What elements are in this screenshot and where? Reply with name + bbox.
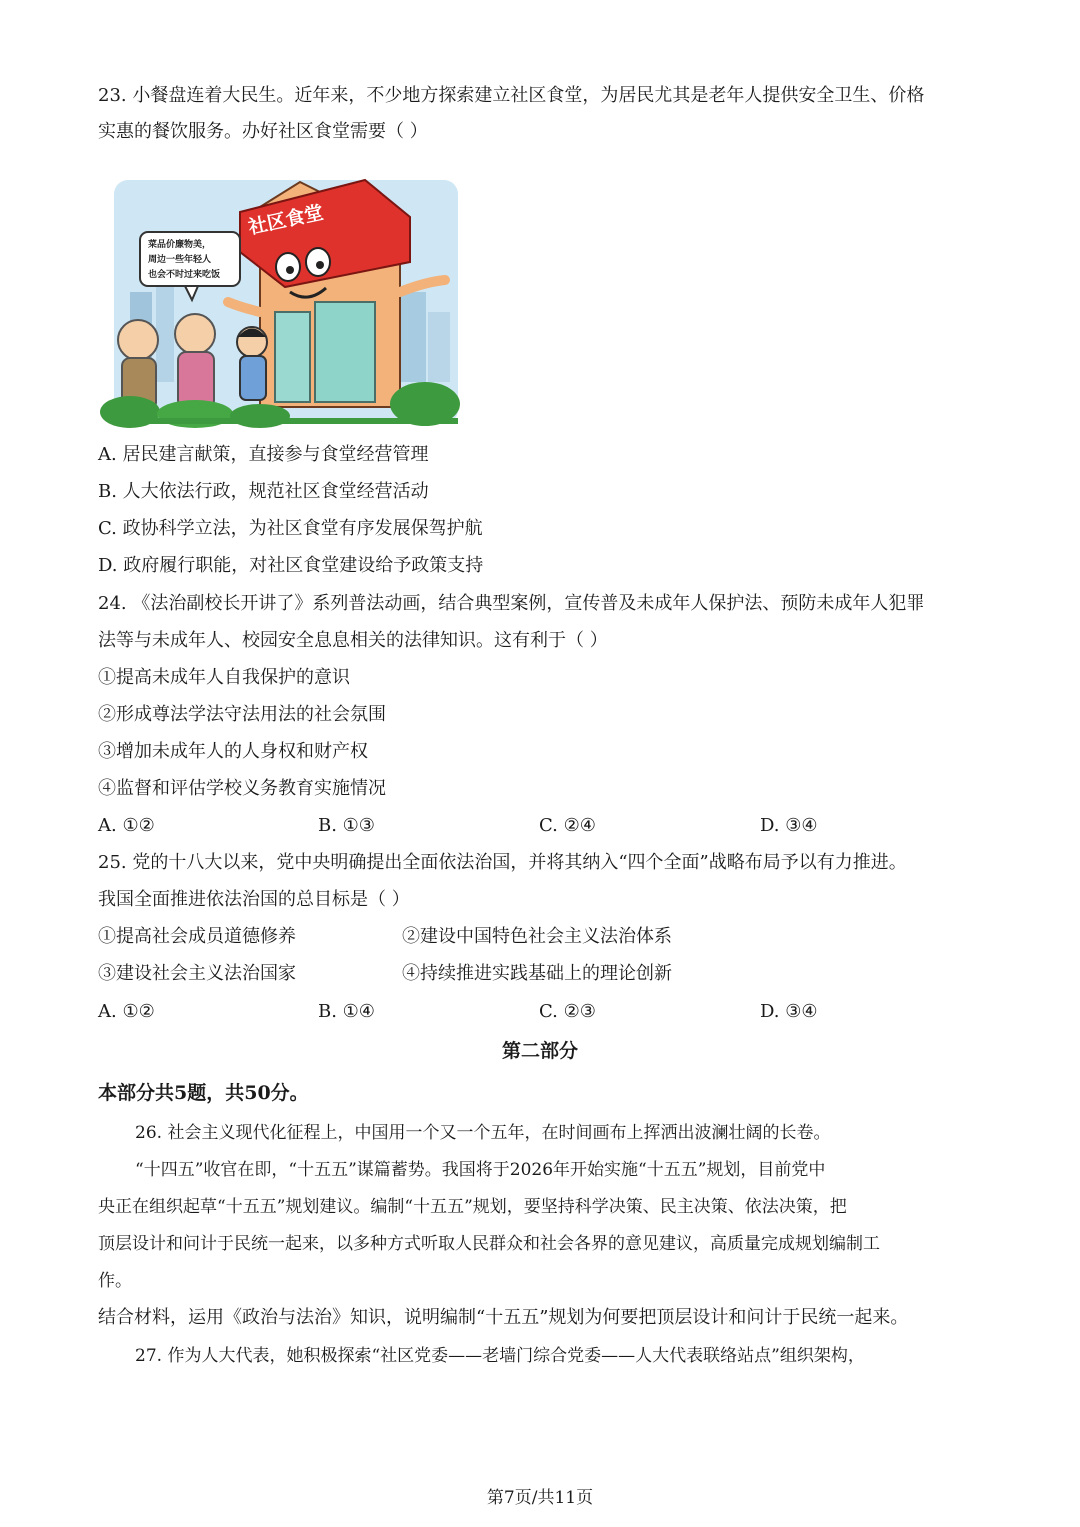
q26-line5: 作。 [98,1271,132,1291]
cartoon-bubble-line2: 周边一些年轻人 [148,255,212,265]
part2-title: 第二部分 [501,1040,578,1062]
cartoon-bubble-line1: 菜品价廉物美， [148,240,212,250]
community-canteen-cartoon [100,172,460,430]
q26-line2: “十四五”收官在即，“十五五”谋篇蓄势。我国将于2026年开始实施“十五五”规划，目前党中 [135,1160,826,1180]
part2-intro: 本部分共5题，共50分。 [98,1082,309,1104]
q23-stem-line1: 23. 小餐盘连着大民生。近年来，不少地方探索建立社区食堂，为居民尤其是老年人提供安全卫生、价格 [98,85,925,106]
q25-choice-a: A. ①② [98,1001,155,1022]
q24-item-2: ②形成尊法学法守法用法的社会氛围 [98,704,386,725]
q25-choice-c: C. ②③ [539,1001,596,1022]
q24-choice-a: A. ①② [98,815,155,836]
q24-stem-line1: 24. 《法治副校长开讲了》系列普法动画，结合典型案例，宣传普及未成年人保护法、预防未成年人犯罪 [98,593,925,614]
cartoon-sign-text: 社区食堂 [246,201,326,239]
q24-stem-line2: 法等与未成年人、校园安全息息相关的法律知识。这有利于（ ） [98,630,608,651]
page-footer: 第7页/共11页 [486,1488,594,1508]
q25-stem-line2: 我国全面推进依法治国的总目标是（ ） [98,889,410,910]
q23-stem-line2: 实惠的餐饮服务。办好社区食堂需要（ ） [98,121,428,142]
q26-line1: 26. 社会主义现代化征程上，中国用一个又一个五年，在时间画布上挥洒出波澜壮阔的长卷。 [135,1123,831,1143]
q25-item-1: ①提高社会成员道德修养 [98,926,296,947]
cartoon-bubble-line3: 也会不时过来吃饭 [148,270,221,280]
q26-question: 结合材料，运用《政治与法治》知识，说明编制“十五五”规划为何要把顶层设计和问计于民统一起来。 [98,1307,909,1328]
q27-line1: 27. 作为人大代表，她积极探索“社区党委——老墙门综合党委——人大代表联络站点”组织架构， [135,1346,865,1366]
q24-choice-d: D. ③④ [760,815,818,836]
q23-option-d: D. 政府履行职能，对社区食堂建设给予政策支持 [98,555,484,576]
q25-item-2: ②建设中国特色社会主义法治体系 [402,926,672,947]
q25-item-3: ③建设社会主义法治国家 [98,963,296,984]
q24-item-3: ③增加未成年人的人身权和财产权 [98,741,368,762]
q23-option-b: B. 人大依法行政，规范社区食堂经营活动 [98,481,429,502]
q26-line3: 央正在组织起草“十五五”规划建议。编制“十五五”规划，要坚持科学决策、民主决策、依法决策，把 [98,1197,847,1217]
q24-choice-c: C. ②④ [539,815,596,836]
q26-line4: 顶层设计和问计于民统一起来，以多种方式听取人民群众和社会各界的意见建议，高质量完成规划编制工 [98,1234,880,1254]
q25-item-4: ④持续推进实践基础上的理论创新 [402,963,672,984]
q23-option-a: A. 居民建言献策，直接参与食堂经营管理 [98,444,429,465]
q24-item-1: ①提高未成年人自我保护的意识 [98,667,350,688]
q23-option-c: C. 政协科学立法，为社区食堂有序发展保驾护航 [98,518,483,539]
q25-choice-d: D. ③④ [760,1001,818,1022]
q25-choice-b: B. ①④ [318,1001,375,1022]
q25-stem-line1: 25. 党的十八大以来，党中央明确提出全面依法治国，并将其纳入“四个全面”战略布局予以有力推进。 [98,852,907,873]
q24-choice-b: B. ①③ [318,815,375,836]
cartoon-illustration [100,172,460,430]
q24-item-4: ④监督和评估学校义务教育实施情况 [98,778,386,799]
